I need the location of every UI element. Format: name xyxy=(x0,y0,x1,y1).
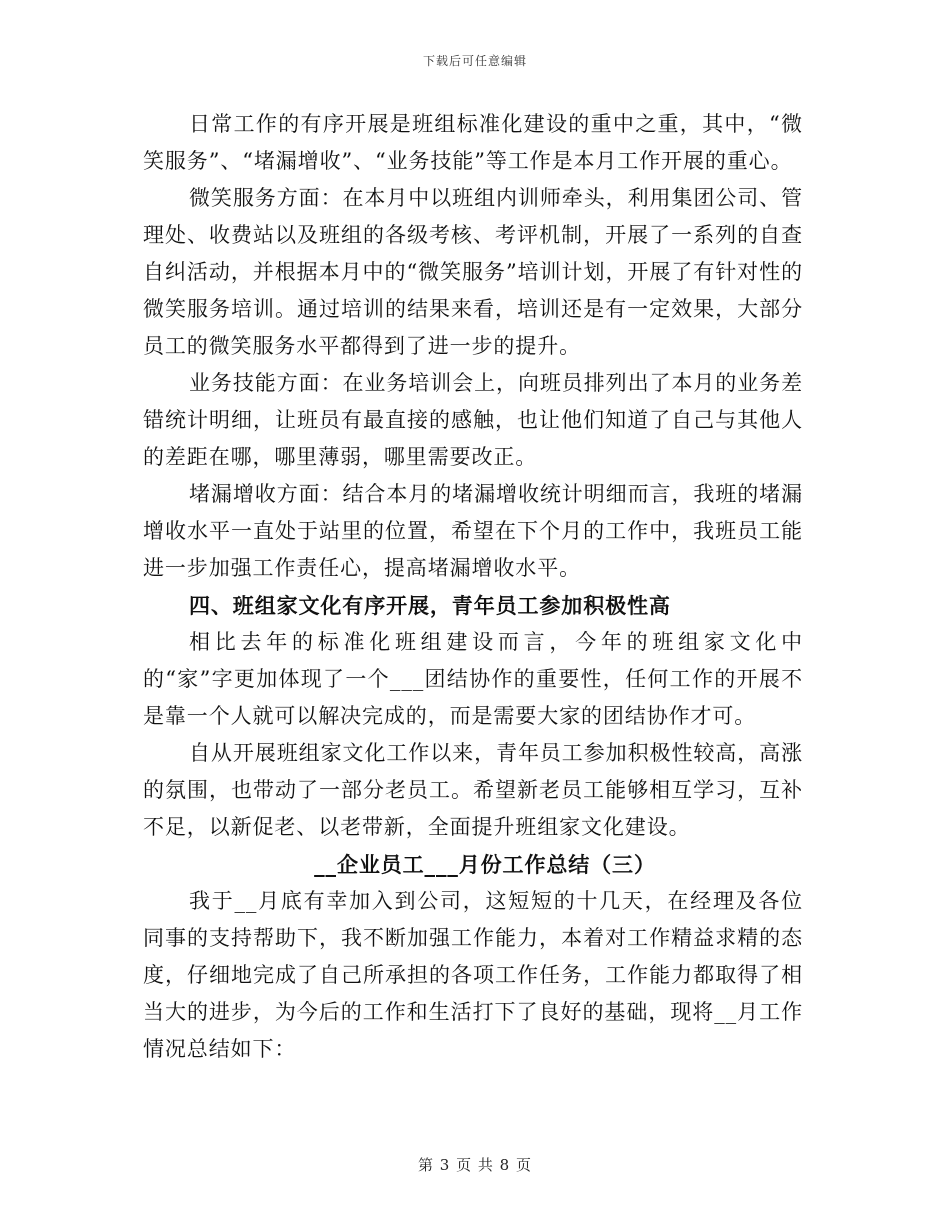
paragraph-business-skills: 业务技能方面：在业务培训会上，向班员排列出了本月的业务差错统计明细，让班员有最直接的感触，也让他们知道了自己与其他人的差距在哪，哪里薄弱，哪里需要改正。 xyxy=(143,371,803,469)
download-note: 下载后可任意编辑 xyxy=(422,54,527,68)
section-heading-four: 四、班组家文化有序开展，青年员工参加积极性高 xyxy=(189,593,671,618)
page-number: 第 3 页 共 8 页 xyxy=(418,1156,532,1174)
paragraph-leak-plugging: 堵漏增收方面：结合本月的堵漏增收统计明细而言，我班的堵漏增收水平一直处于站里的位置，希望在下个月的工作中，我班员工能进一步加强工作责任心，提高堵漏增收水平。 xyxy=(143,482,803,580)
paragraph-youth-participation: 自从开展班组家文化工作以来，青年员工参加积极性较高，高涨的氛围，也带动了一部分老员工。希望新老员工能够相互学习，互补不足，以新促老、以老带新，全面提升班组家文化建设。 xyxy=(143,741,803,839)
paragraph-intro-summary: 我于__月底有幸加入到公司，这短短的十几天，在经理及各位同事的支持帮助下，我不断加强工作能力，本着对工作精益求精的态度，仔细地完成了自己所承担的各项工作任务，工作能力都取得了相当大的进步，为今后的工作和生活打下了良好的基础，现将__月工作情况总结如下： xyxy=(143,889,803,1061)
paragraph-home-culture: 相比去年的标准化班组建设而言，今年的班组家文化中的“家”字更加体现了一个___团结协作的重要性，任何工作的开展不是靠一个人就可以解决完成的，而是需要大家的团结协作才可。 xyxy=(143,630,803,728)
paragraph-routine-work: 日常工作的有序开展是班组标准化建设的重中之重，其中，“微笑服务”、“堵漏增收”、“业务技能”等工作是本月工作开展的重心。 xyxy=(143,112,803,173)
document-body xyxy=(143,106,803,1068)
summary-title: __企业员工___月份工作总结（三） xyxy=(314,852,656,877)
paragraph-smile-service: 微笑服务方面：在本月中以班组内训师牵头，利用集团公司、管理处、收费站以及班组的各级考核、考评机制，开展了一系列的自查自纠活动，并根据本月中的“微笑服务”培训计划，开展了有针对性的微笑服务培训。通过培训的结果来看，培训还是有一定效果，大部分员工的微笑服务水平都得到了进一步的提升。 xyxy=(143,186,803,358)
